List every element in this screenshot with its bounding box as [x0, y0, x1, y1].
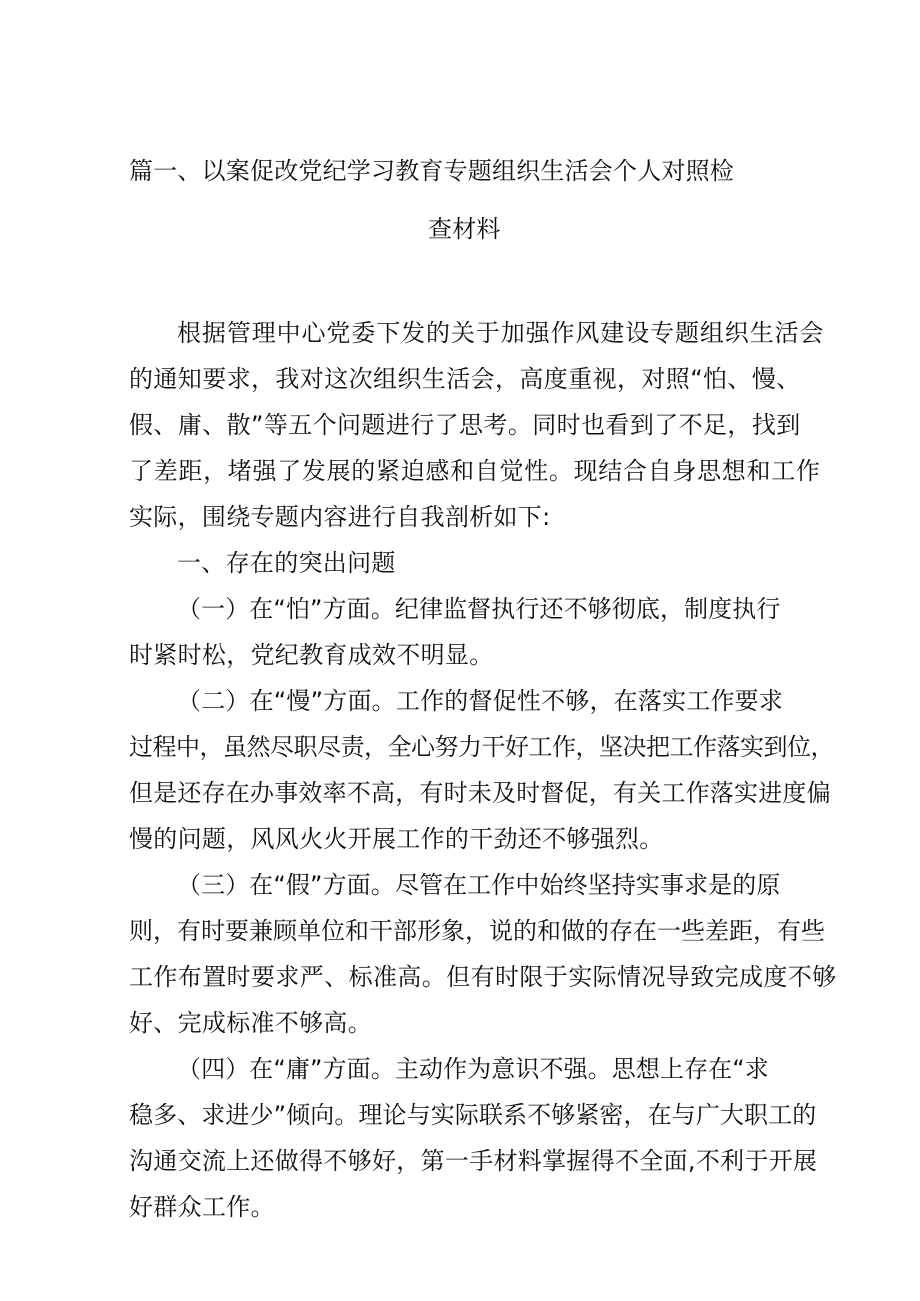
- document-title-line-2: 查材料: [428, 215, 501, 243]
- body-line: 好、完成标准不够高。: [129, 1009, 372, 1037]
- section-heading: 一、存在的突出问题: [177, 549, 396, 577]
- body-line: 的通知要求，我对这次组织生活会，高度重视，对照“怕、慢、: [129, 365, 801, 393]
- body-line: 则，有时要兼顾单位和干部形象，说的和做的存在一些差距，有些: [129, 917, 825, 945]
- body-line: 过程中，虽然尽职尽责，全心努力干好工作，坚决把工作落实到位，: [129, 733, 834, 761]
- body-line: 工作布置时要求严、标准高。但有时限于实际情况导致完成度不够: [129, 963, 837, 991]
- body-line: （一）在“怕”方面。纪律监督执行还不够彻底，制度执行: [177, 595, 781, 623]
- body-line: 慢的问题，风风火火开展工作的干劲还不够强烈。: [129, 825, 664, 853]
- body-line: 假、庸、散”等五个问题进行了思考。同时也看到了不足，找到: [129, 411, 801, 439]
- body-line: （二）在“慢”方面。工作的督促性不够，在落实工作要求: [177, 687, 784, 715]
- body-line: 稳多、求进少”倾向。理论与实际联系不够紧密，在与广大职工的: [129, 1101, 817, 1129]
- body-line: 根据管理中心党委下发的关于加强作风建设专题组织生活会: [177, 319, 825, 347]
- body-line: 时紧时松，党纪教育成效不明显。: [129, 641, 494, 669]
- body-line: 了差距，堵强了发展的紧迫感和自觉性。现结合自身思想和工作: [129, 457, 821, 485]
- body-line: 但是还存在办事效率不高，有时未及时督促，有关工作落实进度偏: [129, 779, 831, 807]
- body-line: （三）在“假”方面。尽管在工作中始终坚持实事求是的原: [177, 871, 781, 899]
- body-line: 好群众工作。: [129, 1193, 275, 1221]
- body-line: （四）在“庸”方面。主动作为意识不强。思想上存在“求: [177, 1055, 769, 1083]
- document-title-line-1: 篇一、以案促改党纪学习教育专题组织生活会个人对照检: [129, 157, 734, 185]
- body-line: 实际，围绕专题内容进行自我剖析如下:: [129, 503, 551, 531]
- body-line: 沟通交流上还做得不够好，第一手材料掌握得不全面,不利于开展: [129, 1147, 818, 1175]
